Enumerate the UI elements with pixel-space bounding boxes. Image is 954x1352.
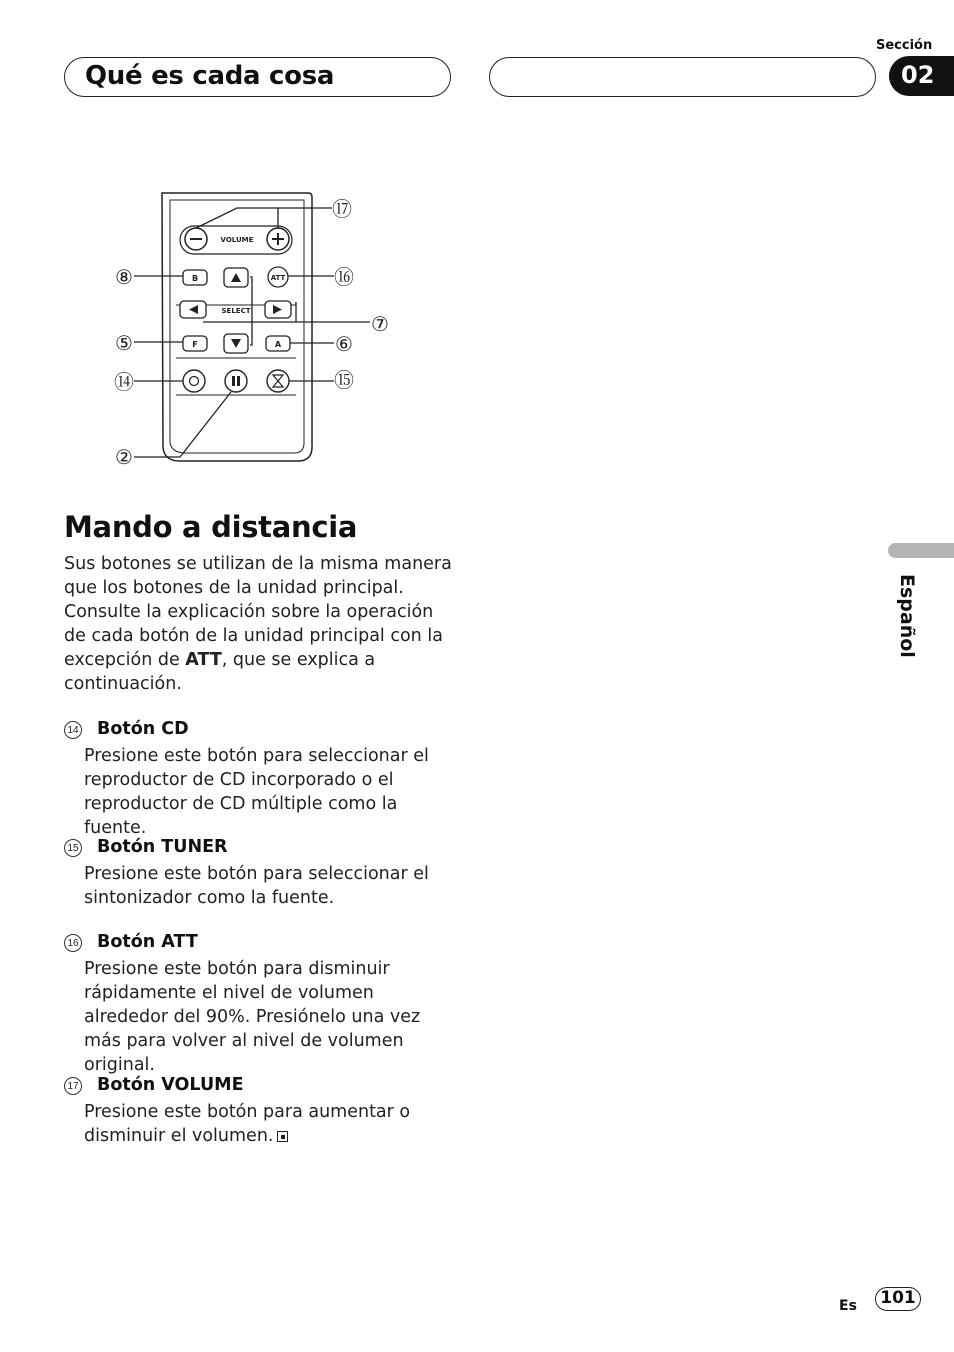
callout-14: ⑭ (114, 370, 134, 394)
cd-source-button (183, 370, 205, 392)
pause-button (225, 370, 247, 392)
select-left-button (180, 301, 206, 318)
callout-16: ⑯ (334, 265, 354, 289)
volume-minus-button (185, 228, 207, 250)
item-title: Botón VOLUME (97, 1075, 244, 1095)
a-button (266, 336, 290, 351)
att-button-label: ATT (270, 274, 286, 282)
intro-text-start: Sus botones se utilizan de la misma manera que los botones de la unidad principal. Consulte la explicación sobre la operación de cada botón de la unidad principal con la excepción de (64, 554, 452, 670)
remote-control-figure (100, 185, 400, 475)
callout-8: ⑧ (115, 265, 133, 289)
intro-att-bold: ATT (185, 650, 222, 670)
item-cd-button (64, 720, 459, 840)
tuner-button (267, 370, 289, 392)
item-description: Presione este botón para seleccionar el reproductor de CD incorporado o el reproductor de CD múltiple como la fuente. (84, 746, 429, 838)
callout-6: ⑥ (335, 332, 353, 356)
item-title: Botón CD (97, 719, 189, 739)
item-number: 14 (64, 721, 82, 739)
a-button-label: A (274, 340, 282, 349)
intro-text-end: , que se explica a continuación. (64, 650, 376, 694)
callout-15: ⑮ (334, 368, 354, 392)
item-description: Presione este botón para seleccionar el sintonizador como la fuente. (84, 864, 429, 908)
header-empty-box (489, 57, 876, 97)
select-label: SELECT (221, 307, 251, 315)
b-button-label: B (191, 274, 199, 283)
section-tab (889, 56, 954, 96)
end-of-section-icon (277, 1131, 288, 1142)
callout-17: ⑰ (332, 197, 352, 221)
remote-outline (162, 193, 312, 461)
select-up-button (224, 268, 248, 287)
item-title: Botón TUNER (97, 837, 228, 857)
callout-7: ⑦ (371, 312, 389, 336)
section-label: Sección (876, 38, 933, 53)
item-number: 16 (64, 934, 82, 952)
item-number: 15 (64, 839, 82, 857)
section-heading: Mando a distancia (64, 510, 358, 544)
item-tuner-button (64, 838, 459, 910)
volume-label: VOLUME (220, 236, 254, 244)
footer-language-code: Es (839, 1298, 857, 1314)
language-tab (888, 543, 954, 558)
header-title: Qué es cada cosa (85, 61, 335, 91)
language-label: Español (896, 574, 918, 658)
item-description (84, 1100, 459, 1148)
item-number: 17 (64, 1077, 82, 1095)
select-right-button (265, 301, 291, 318)
intro-paragraph (64, 552, 454, 696)
item-volume-button (64, 1076, 459, 1148)
header-title-box (64, 57, 451, 97)
item-title: Botón ATT (97, 932, 198, 952)
item-att-button (64, 933, 459, 1077)
volume-plus-button (267, 228, 289, 250)
page-number: 101 (875, 1287, 921, 1311)
item-description: Presione este botón para disminuir rápidamente el nivel de volumen alrededor del 90%. Presiónelo una vez más para volver al nivel de volumen original. (84, 959, 421, 1075)
b-button (183, 270, 207, 285)
f-button (183, 336, 207, 351)
item-description-text: Presione este botón para aumentar o disminuir el volumen. (84, 1102, 411, 1146)
select-down-button (224, 334, 248, 353)
section-number: 02 (901, 61, 935, 89)
att-button (268, 267, 288, 287)
f-button-label: F (192, 340, 198, 349)
callout-5: ⑤ (115, 331, 133, 355)
callout-2: ② (115, 445, 133, 469)
